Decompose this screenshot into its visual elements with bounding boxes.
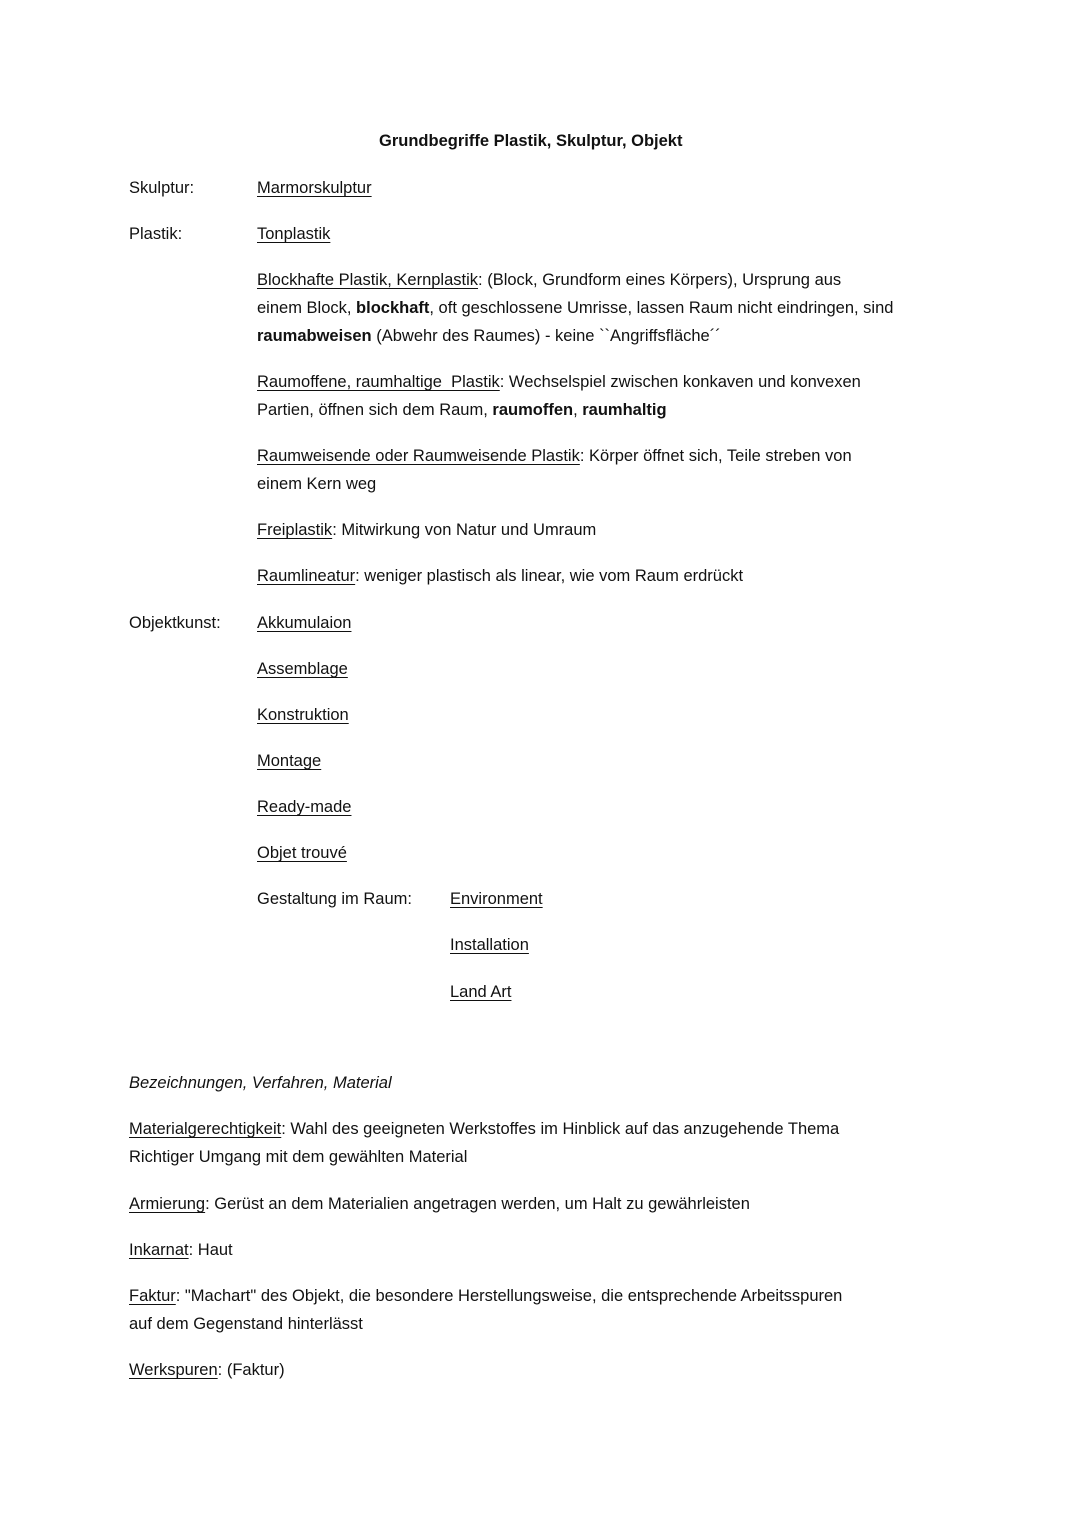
label-skulptur: Skulptur:	[129, 179, 195, 197]
entry-text: : (Faktur)	[217, 1361, 285, 1379]
objektkunst-item: Objet trouvé	[257, 844, 347, 862]
entry-blockhafte-plastik-line2	[257, 300, 893, 317]
term-inkarnat: Inkarnat	[129, 1241, 189, 1259]
term-tonplastik: Tonplastik	[257, 225, 331, 243]
label-plastik: Plastik:	[129, 225, 183, 243]
entry-armierung	[129, 1196, 750, 1213]
entry-raumoffene-plastik-line2	[257, 402, 667, 419]
entry-werkspuren	[129, 1362, 285, 1379]
objektkunst-item: Akkumulaion	[257, 614, 352, 632]
objektkunst-item: Konstruktion	[257, 706, 349, 724]
entry-text: : weniger plastisch als linear, wie vom Raum erdrückt	[355, 567, 744, 585]
raum-item: Land Art	[450, 983, 512, 1001]
raum-item: Installation	[450, 936, 529, 954]
entry-text: Partien, öffnen sich dem Raum,	[257, 401, 493, 419]
entry-text: : Wahl des geeigneten Werkstoffes im Hinblick auf das anzugehende Thema	[281, 1120, 840, 1138]
entry-blockhafte-plastik-line3	[257, 328, 721, 345]
bold-term: raumhaltig	[582, 401, 667, 419]
entry-text: einem Block,	[257, 299, 357, 317]
entry-raumoffene-plastik	[257, 374, 861, 391]
objektkunst-item: Assemblage	[257, 660, 348, 678]
label-objektkunst: Objektkunst:	[129, 614, 221, 632]
entry-inkarnat	[129, 1242, 233, 1259]
term-raumlineatur: Raumlineatur	[257, 567, 356, 585]
term-freiplastik: Freiplastik	[257, 521, 333, 539]
entry-raumweisende-plastik-line2: einem Kern weg	[257, 475, 377, 493]
label-gestaltung-im-raum: Gestaltung im Raum:	[257, 890, 412, 908]
entry-text: : Körper öffnet sich, Teile streben von	[579, 447, 852, 465]
entry-raumlineatur	[257, 568, 743, 585]
bold-term: raumoffen	[492, 401, 574, 419]
entry-freiplastik	[257, 522, 596, 539]
bold-term: raumabweisen	[257, 327, 372, 345]
entry-text: : Wechselspiel zwischen konkaven und konvexen	[499, 373, 861, 391]
entry-raumweisende-plastik	[257, 448, 852, 465]
raum-item: Environment	[450, 890, 543, 908]
entry-text: ,	[573, 401, 583, 419]
entry-text: : (Block, Grundform eines Körpers), Ursprung aus	[478, 271, 842, 289]
entry-materialgerechtigkeit-line2: Richtiger Umgang mit dem gewählten Material	[129, 1148, 468, 1166]
objektkunst-item: Ready-made	[257, 798, 352, 816]
entry-text: : Gerüst an dem Materialien angetragen werden, um Halt zu gewährleisten	[205, 1195, 750, 1213]
objektkunst-item: Montage	[257, 752, 322, 770]
entry-blockhafte-plastik	[257, 272, 841, 289]
page-title: Grundbegriffe Plastik, Skulptur, Objekt	[379, 132, 683, 150]
section-heading: Bezeichnungen, Verfahren, Material	[129, 1074, 392, 1092]
term-raumoffene-plastik: Raumoffene, raumhaltige Plastik	[257, 373, 500, 391]
entry-text: , oft geschlossene Umrisse, lassen Raum nicht eindringen, sind	[429, 299, 894, 317]
term-materialgerechtigkeit: Materialgerechtigkeit	[129, 1120, 282, 1138]
entry-text: : Mitwirkung von Natur und Umraum	[332, 521, 597, 539]
term-werkspuren: Werkspuren	[129, 1361, 218, 1379]
entry-faktur-line2: auf dem Gegenstand hinterlässt	[129, 1315, 363, 1333]
term-blockhafte-plastik: Blockhafte Plastik, Kernplastik	[257, 271, 479, 289]
bold-term: blockhaft	[356, 299, 430, 317]
term-faktur: Faktur	[129, 1287, 176, 1305]
term-raumweisende-plastik: Raumweisende oder Raumweisende Plastik	[257, 447, 580, 465]
entry-faktur	[129, 1288, 842, 1305]
term-armierung: Armierung	[129, 1195, 206, 1213]
entry-text: : Haut	[188, 1241, 233, 1259]
term-marmorskulptur: Marmorskulptur	[257, 179, 372, 197]
entry-text: (Abwehr des Raumes) - keine ``Angriffsfläche´´	[371, 327, 721, 345]
entry-text: : "Machart" des Objekt, die besondere Herstellungsweise, die entsprechende Arbeitsspuren	[175, 1287, 843, 1305]
entry-materialgerechtigkeit	[129, 1121, 839, 1138]
